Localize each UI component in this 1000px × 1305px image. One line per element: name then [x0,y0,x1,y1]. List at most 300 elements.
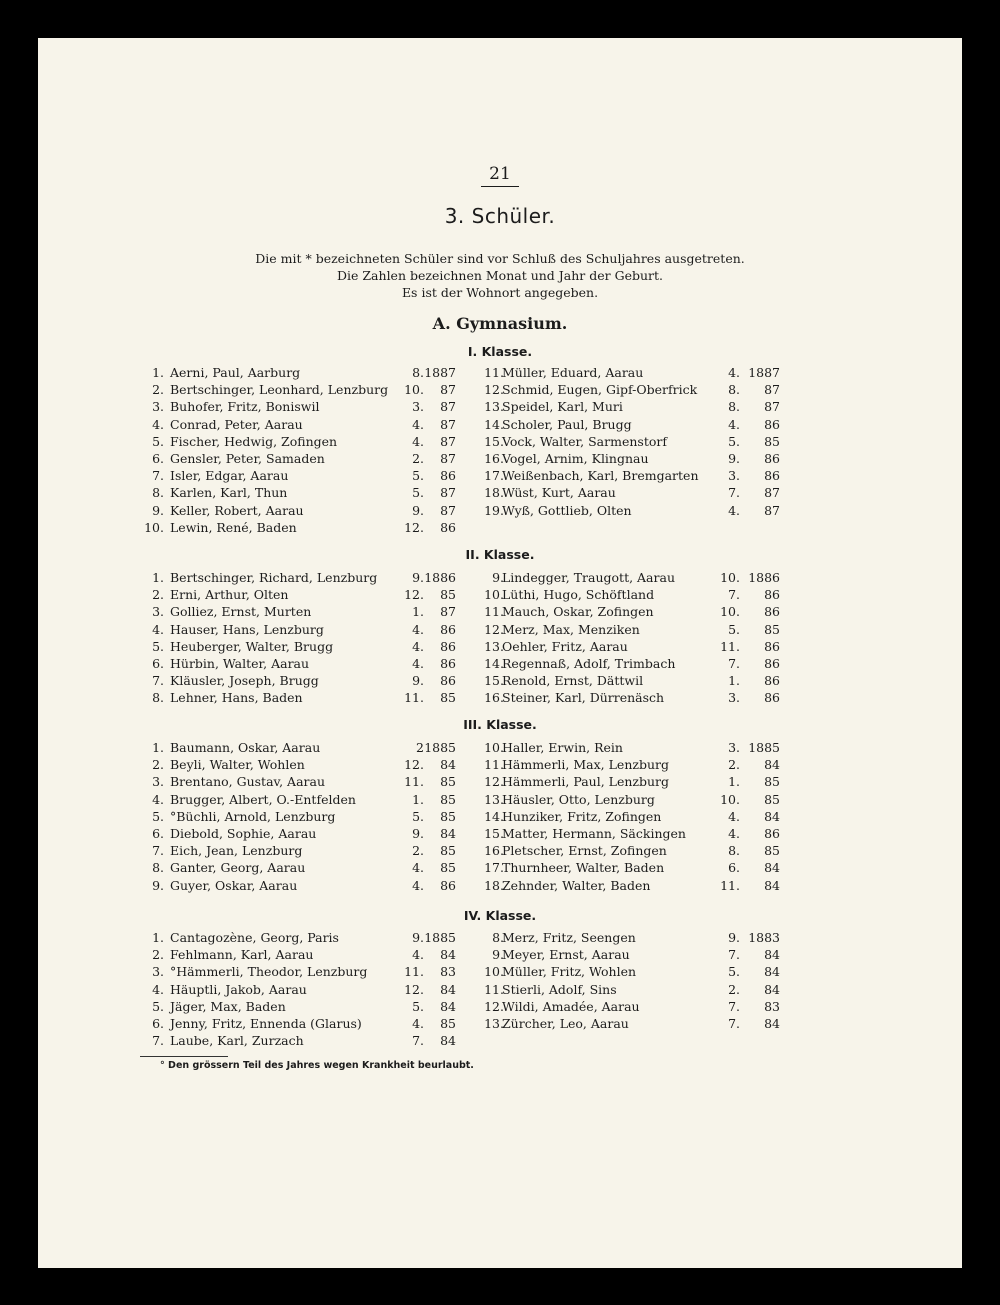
student-year: 84 [764,860,780,876]
student-number: 10. [484,964,504,980]
student-year: 86 [764,450,780,466]
student-year: 86 [440,673,456,689]
student-month: 10. [720,570,740,585]
list-row [38,689,962,706]
student-number: 10. [144,519,164,535]
student-month: 10. [720,604,740,620]
student-year: 86 [764,587,780,603]
list-row [38,929,962,946]
student-year: 84 [440,981,456,997]
student-name: Haller, Erwin, Rein [502,740,623,755]
student-month: 4. [728,365,740,380]
student-name: Zehnder, Walter, Baden [502,877,651,893]
student-month: 3. [412,399,424,415]
student-year: 1885 [424,740,456,755]
student-month: 7. [728,1015,740,1031]
student-year: 84 [764,808,780,824]
student-name: Bertschinger, Leonhard, Lenzburg [170,382,389,398]
student-year: 85 [440,860,456,876]
student-number: 2. [152,757,164,773]
list-row [38,569,962,586]
student-month: 8. [728,399,740,415]
student-name: Conrad, Peter, Aarau [170,416,303,432]
student-year: 84 [764,981,780,997]
student-month: 1. [412,791,424,807]
document-page [38,38,962,1268]
student-name: Guyer, Oskar, Aarau [170,877,298,893]
student-year: 86 [764,825,780,841]
list-row [38,981,962,998]
student-month: 3. [728,468,740,484]
student-name: Jäger, Max, Baden [170,998,286,1014]
student-year: 86 [440,468,456,484]
student-month: 2. [728,757,740,773]
student-name: Wyß, Gottlieb, Olten [502,502,632,518]
list-row [38,877,962,894]
student-month: 11. [404,964,424,980]
student-year: 87 [440,382,456,398]
student-name: Wüst, Kurt, Aarau [502,485,616,501]
student-number: 15. [484,825,504,841]
student-month: 3. [728,690,740,706]
list-row [38,963,962,980]
student-month: 2. [412,843,424,859]
class-list [38,569,962,707]
student-year: 84 [440,825,456,841]
student-name: Schmid, Eugen, Gipf-Oberfrick [502,382,698,398]
footnote: ° Den grössern Teil des Jahres wegen Krankheit beurlaubt. [160,1060,474,1071]
student-number: 8. [152,860,164,876]
student-name: Fischer, Hedwig, Zofingen [170,433,338,449]
student-month: 8. [728,843,740,859]
student-year: 87 [440,502,456,518]
student-month: 5. [412,808,424,824]
student-number: 9. [492,570,504,585]
student-name: Zürcher, Leo, Aarau [502,1015,629,1031]
student-number: 15. [484,673,504,689]
student-name: Hauser, Hans, Lenzburg [170,621,324,637]
student-number: 16. [484,450,504,466]
student-month: 9. [412,673,424,689]
student-number: 1. [152,365,164,380]
list-row [38,638,962,655]
student-number: 10. [484,587,504,603]
student-number: 7. [152,1033,164,1049]
student-month: 7. [728,485,740,501]
student-month: 4. [412,655,424,671]
list-row [38,1015,962,1032]
student-month: 7. [728,655,740,671]
student-number: 4. [152,621,164,637]
student-name: Ganter, Georg, Aarau [170,860,306,876]
student-name: Bertschinger, Richard, Lenzburg [170,570,378,585]
student-number: 18. [484,877,504,893]
page-title: 3. Schüler. [444,204,556,228]
class-heading: III. Klasse. [463,717,537,732]
student-month: 5. [728,621,740,637]
student-number: 12. [484,998,504,1014]
list-row [38,946,962,963]
list-row [38,586,962,603]
list-row [38,859,962,876]
list-row [38,739,962,756]
student-month: 2. [728,981,740,997]
student-name: Mauch, Oskar, Zofingen [502,604,654,620]
list-row [38,502,962,519]
student-number: 13. [484,399,504,415]
student-month: 7. [728,587,740,603]
student-name: Keller, Robert, Aarau [170,502,304,518]
student-name: Lehner, Hans, Baden [170,690,303,706]
list-row [38,1032,962,1049]
student-number: 11. [484,604,504,620]
student-number: 1. [152,740,164,755]
student-name: Brugger, Albert, O.-Entfelden [170,791,356,807]
student-month: 10. [720,791,740,807]
student-name: Müller, Fritz, Wohlen [502,964,637,980]
student-name: Golliez, Ernst, Murten [170,604,312,620]
student-year: 1886 [748,570,780,585]
student-year: 86 [440,655,456,671]
student-year: 87 [764,485,780,501]
student-number: 16. [484,843,504,859]
student-number: 9. [492,947,504,963]
student-month: 8. [412,365,424,380]
page-number: 21 [38,164,962,184]
student-number: 3. [152,604,164,620]
student-year: 87 [440,399,456,415]
student-number: 18. [484,485,504,501]
student-name: Pletscher, Ernst, Zofingen [502,843,667,859]
student-year: 85 [764,774,780,790]
student-year: 1886 [424,570,456,585]
list-row [38,398,962,415]
student-month: 4. [412,1015,424,1031]
student-name: Renold, Ernst, Dättwil [502,673,644,689]
student-name: Beyli, Walter, Wohlen [170,757,305,773]
student-number: 13. [484,791,504,807]
student-month: 11. [720,638,740,654]
student-number: 13. [484,1015,504,1031]
student-name: Baumann, Oskar, Aarau [170,740,321,755]
student-number: 12. [484,621,504,637]
student-name: Hürbin, Walter, Aarau [170,655,310,671]
list-row [38,381,962,398]
student-month: 4. [412,638,424,654]
student-month: 7. [728,947,740,963]
intro-text [38,250,962,301]
student-year: 87 [440,433,456,449]
student-year: 85 [440,1015,456,1031]
student-number: 2. [152,382,164,398]
student-name: Lewin, René, Baden [170,519,297,535]
student-number: 6. [152,1015,164,1031]
student-month: 4. [412,877,424,893]
student-number: 1. [152,930,164,945]
student-number: 10. [484,740,504,755]
student-name: Cantagozène, Georg, Paris [170,930,339,945]
list-row [38,672,962,689]
student-name: Steiner, Karl, Dürrenäsch [502,690,665,706]
student-number: 14. [484,808,504,824]
student-month: 9. [412,930,424,945]
student-name: Hämmerli, Max, Lenzburg [502,757,669,773]
student-name: Stierli, Adolf, Sins [502,981,617,997]
student-year: 1883 [748,930,780,945]
student-name: Heuberger, Walter, Brugg [170,638,334,654]
student-number: 17. [484,860,504,876]
student-name: Aerni, Paul, Aarburg [170,365,301,380]
student-number: 8. [492,930,504,945]
student-number: 5. [152,998,164,1014]
student-number: 7. [152,468,164,484]
intro-line: Die Zahlen bezeichnen Monat und Jahr der Geburt. [336,268,664,283]
student-month: 9. [728,930,740,945]
student-name: Kläusler, Joseph, Brugg [170,673,319,689]
student-name: Hunziker, Fritz, Zofingen [502,808,662,824]
student-month: 4. [412,860,424,876]
student-month: 1. [412,604,424,620]
student-month: 12. [404,519,424,535]
list-row [38,808,962,825]
student-number: 3. [152,399,164,415]
student-year: 87 [764,502,780,518]
student-year: 85 [440,690,456,706]
student-name: Meyer, Ernst, Aarau [502,947,630,963]
student-year: 84 [440,998,456,1014]
section-title: A. Gymnasium. [432,314,568,333]
footnote-rule [140,1056,228,1057]
student-month: 4. [412,621,424,637]
student-name: Diebold, Sophie, Aarau [170,825,317,841]
student-year: 85 [764,791,780,807]
list-row [38,756,962,773]
student-month: 9. [728,450,740,466]
student-year: 86 [764,604,780,620]
student-name: Weißenbach, Karl, Bremgarten [502,468,699,484]
student-name: Fehlmann, Karl, Aarau [170,947,314,963]
student-name: Lüthi, Hugo, Schöftland [502,587,655,603]
student-number: 11. [484,757,504,773]
student-year: 84 [440,1033,456,1049]
list-row [38,842,962,859]
student-number: 8. [152,690,164,706]
student-month: 4. [412,433,424,449]
student-name: Häuptli, Jakob, Aarau [170,981,307,997]
list-row [38,655,962,672]
student-name: Scholer, Paul, Brugg [502,416,632,432]
student-number: 3. [152,774,164,790]
student-year: 84 [764,877,780,893]
student-year: 86 [440,621,456,637]
student-name: Brentano, Gustav, Aarau [170,774,326,790]
list-row [38,825,962,842]
intro-line: Es ist der Wohnort angegeben. [401,285,599,300]
student-year: 85 [440,843,456,859]
class-list [38,739,962,894]
student-name: Wildi, Amadée, Aarau [502,998,640,1014]
student-month: 9. [412,570,424,585]
student-name: Matter, Hermann, Säckingen [502,825,686,841]
student-number: 2. [152,947,164,963]
student-name: Eich, Jean, Lenzburg [170,843,303,859]
student-year: 83 [764,998,780,1014]
student-month: 12. [404,981,424,997]
student-number: 6. [152,450,164,466]
student-year: 84 [764,964,780,980]
student-number: 4. [152,416,164,432]
student-month: 4. [728,808,740,824]
student-year: 87 [440,604,456,620]
student-year: 86 [764,638,780,654]
student-year: 85 [764,621,780,637]
list-row [38,519,962,536]
student-number: 8. [152,485,164,501]
student-number: 5. [152,433,164,449]
student-number: 19. [484,502,504,518]
class-list [38,364,962,536]
list-row [38,484,962,501]
class-heading: IV. Klasse. [463,908,537,923]
student-year: 84 [440,757,456,773]
student-month: 11. [404,690,424,706]
student-number: 11. [484,981,504,997]
student-month: 5. [412,468,424,484]
student-name: Gensler, Peter, Samaden [170,450,325,466]
intro-line: Die mit * bezeichneten Schüler sind vor Schluß des Schuljahres ausgetreten. [255,251,745,266]
student-month: 12. [404,757,424,773]
student-year: 85 [440,587,456,603]
student-name: Vogel, Arnim, Klingnau [502,450,649,466]
student-month: 11. [720,877,740,893]
student-month: 5. [728,964,740,980]
student-number: 14. [484,416,504,432]
student-number: 2. [152,587,164,603]
student-name: Thurnheer, Walter, Baden [502,860,665,876]
student-name: Lindegger, Traugott, Aarau [502,570,675,585]
student-month: 4. [412,416,424,432]
student-number: 9. [152,502,164,518]
student-month: 11. [404,774,424,790]
student-number: 12. [484,382,504,398]
student-month: 7. [728,998,740,1014]
student-number: 14. [484,655,504,671]
student-number: 9. [152,877,164,893]
student-name: Laube, Karl, Zurzach [170,1033,304,1049]
student-year: 86 [440,877,456,893]
student-year: 86 [764,655,780,671]
student-month: 2. [412,450,424,466]
student-month: 7. [412,1033,424,1049]
class-heading: II. Klasse. [465,547,535,562]
student-year: 85 [440,791,456,807]
student-number: 7. [152,673,164,689]
list-row [38,433,962,450]
student-number: 15. [484,433,504,449]
class-list [38,929,962,1049]
student-month: 8. [728,382,740,398]
list-row [38,603,962,620]
student-number: 5. [152,808,164,824]
student-year: 83 [440,964,456,980]
list-row [38,467,962,484]
student-month: 9. [412,825,424,841]
student-month: 6. [728,860,740,876]
student-name: Jenny, Fritz, Ennenda (Glarus) [170,1015,362,1031]
student-year: 87 [764,382,780,398]
student-year: 1887 [424,365,456,380]
class-heading: I. Klasse. [467,344,533,359]
student-name: Hämmerli, Paul, Lenzburg [502,774,670,790]
student-name: Müller, Eduard, Aarau [502,365,644,380]
student-number: 3. [152,964,164,980]
student-number: 12. [484,774,504,790]
list-row [38,773,962,790]
student-year: 1885 [748,740,780,755]
student-name: Isler, Edgar, Aarau [170,468,289,484]
student-year: 87 [764,399,780,415]
student-year: 84 [440,947,456,963]
student-name: Speidel, Karl, Muri [502,399,623,415]
student-year: 85 [764,843,780,859]
list-row [38,998,962,1015]
list-row [38,791,962,808]
student-month: 4. [728,416,740,432]
student-year: 86 [764,468,780,484]
student-year: 85 [764,433,780,449]
student-number: 11. [484,365,504,380]
student-number: 4. [152,791,164,807]
student-year: 87 [440,416,456,432]
student-year: 86 [764,673,780,689]
list-row [38,621,962,638]
student-year: 86 [764,416,780,432]
student-month: 1. [728,774,740,790]
student-year: 87 [440,450,456,466]
student-number: 6. [152,655,164,671]
student-year: 86 [764,690,780,706]
student-number: 16. [484,690,504,706]
student-name: Buhofer, Fritz, Boniswil [170,399,320,415]
student-year: 1885 [424,930,456,945]
student-name: Erni, Arthur, Olten [170,587,289,603]
student-month: 5. [412,998,424,1014]
student-number: 7. [152,843,164,859]
student-month: 4. [412,947,424,963]
student-month: 5. [728,433,740,449]
student-number: 13. [484,638,504,654]
student-year: 87 [440,485,456,501]
student-month: 2 [416,740,424,755]
student-year: 85 [440,774,456,790]
student-year: 86 [440,638,456,654]
student-name: Merz, Max, Menziken [502,621,640,637]
student-year: 86 [440,519,456,535]
student-name: Karlen, Karl, Thun [170,485,288,501]
student-name: Merz, Fritz, Seengen [502,930,636,945]
student-month: 3. [728,740,740,755]
student-year: 84 [764,757,780,773]
list-row [38,450,962,467]
student-year: 84 [764,1015,780,1031]
student-month: 12. [404,587,424,603]
student-name: °Hämmerli, Theodor, Lenzburg [170,964,368,980]
student-month: 4. [728,825,740,841]
student-name: Oehler, Fritz, Aarau [502,638,628,654]
student-month: 1. [728,673,740,689]
student-number: 17. [484,468,504,484]
student-year: 84 [764,947,780,963]
